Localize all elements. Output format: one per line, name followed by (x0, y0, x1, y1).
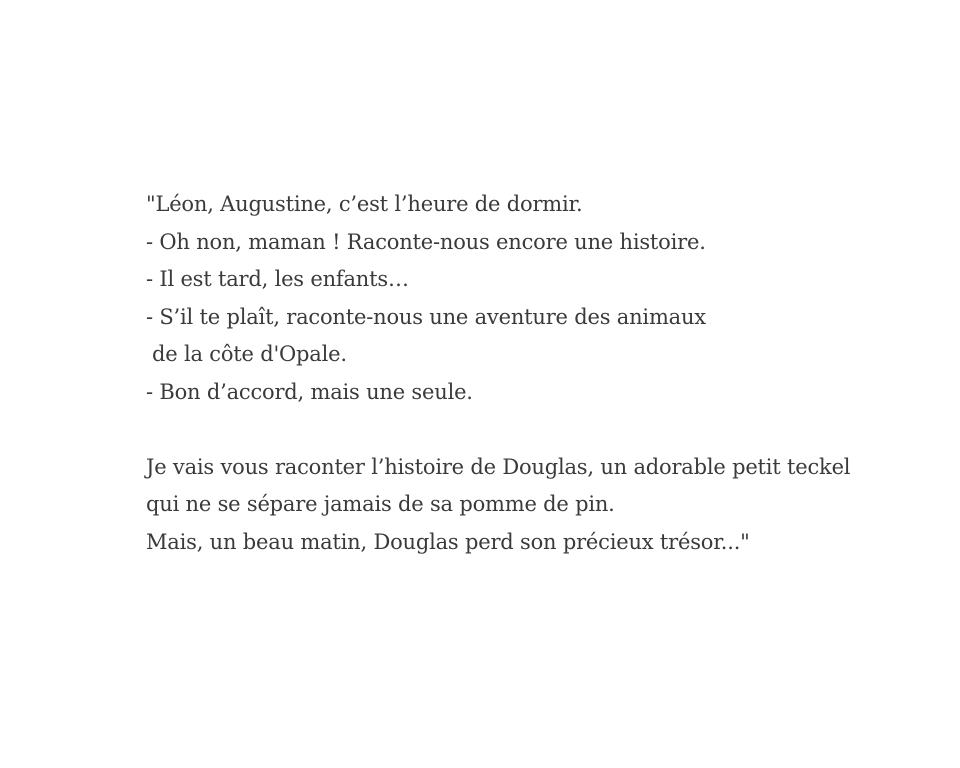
narration-paragraph (146, 449, 906, 562)
dialogue-line: - Il est tard, les enfants… (146, 267, 409, 291)
narration-line: Je vais vous raconter l’histoire de Douglas, un adorable petit teckel (146, 454, 851, 479)
dialogue-paragraph (146, 186, 906, 411)
narration-line: qui ne se sépare jamais de sa pomme de pin. (146, 492, 615, 516)
dialogue-line: - Oh non, maman ! Raconte-nous encore une histoire. (146, 229, 706, 254)
dialogue-line: - S’il te plaît, raconte-nous une aventure des animaux (146, 304, 706, 329)
dialogue-line: - Bon d’accord, mais une seule. (146, 379, 473, 404)
story-text (146, 186, 906, 561)
paragraph-spacer (146, 411, 906, 449)
dialogue-line: "Léon, Augustine, c’est l’heure de dormir. (146, 192, 583, 216)
narration-line: Mais, un beau matin, Douglas perd son précieux trésor..." (146, 529, 750, 554)
dialogue-line: de la côte d'Opale. (152, 342, 347, 366)
